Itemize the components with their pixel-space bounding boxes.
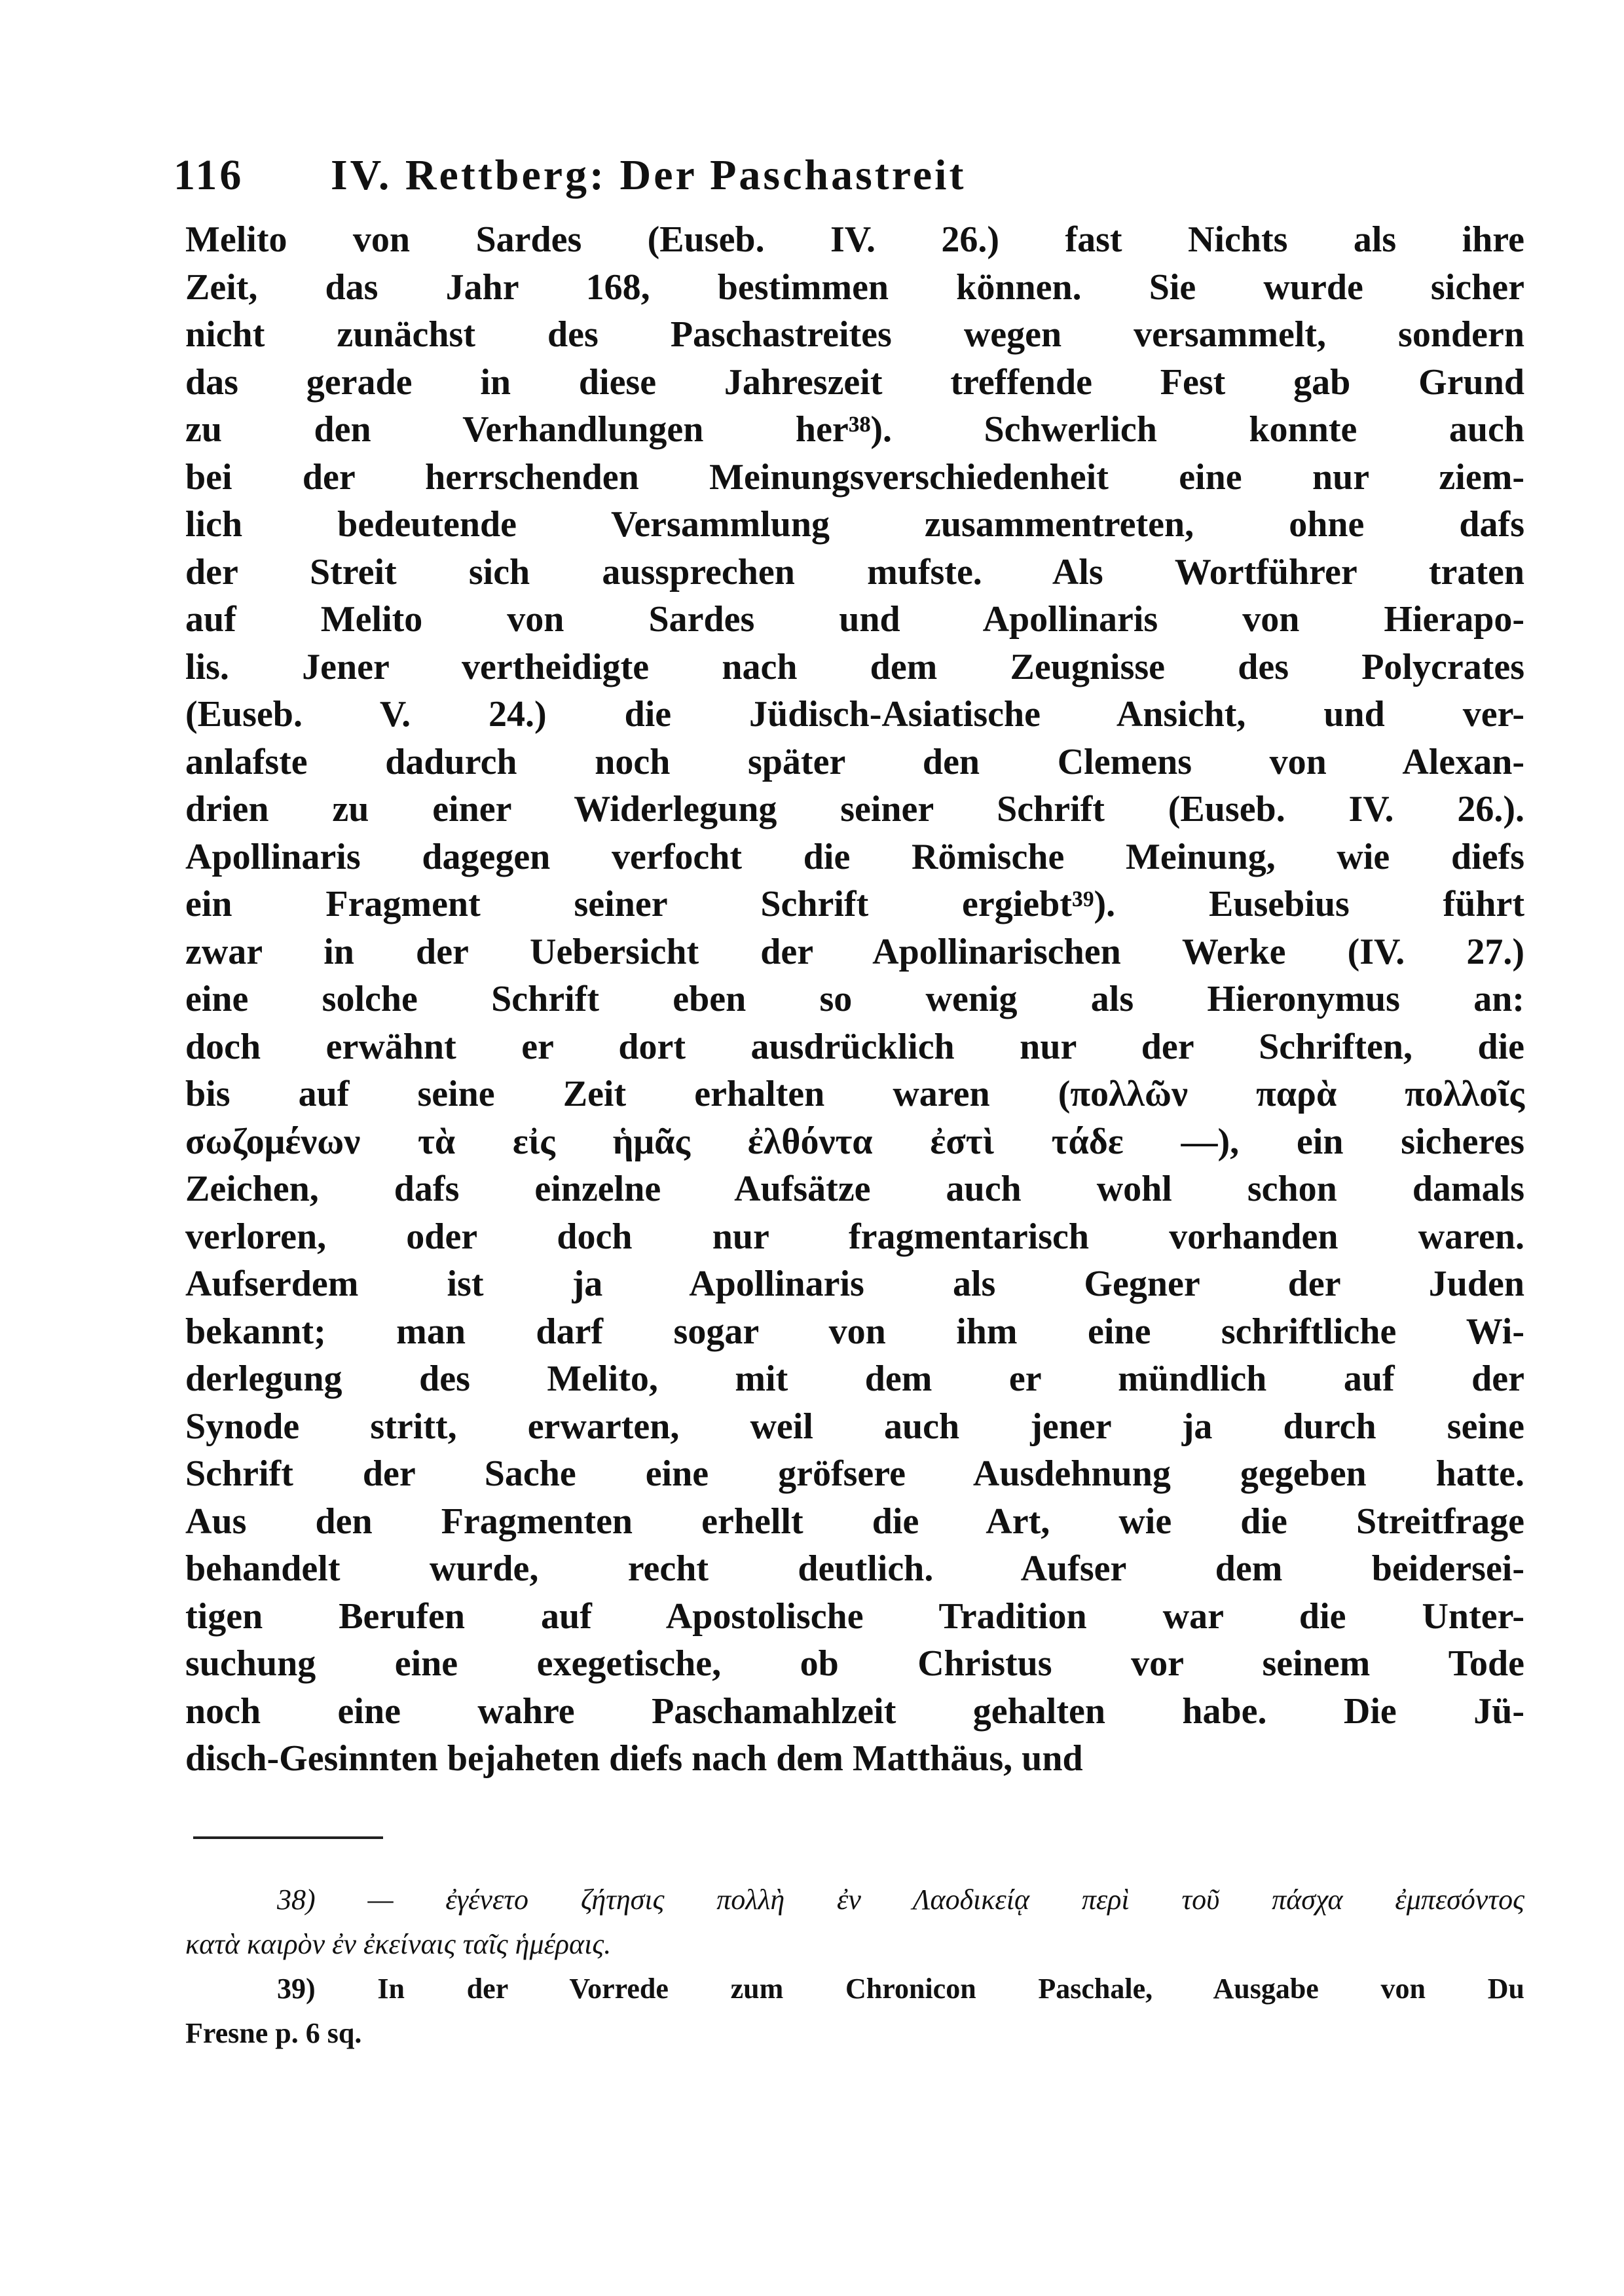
text-line: Zeit, das Jahr 168, bestimmen können. Sie wurde sicher	[185, 266, 1524, 308]
page-number: 116	[174, 151, 244, 199]
running-title: IV. Rettberg: Der Paschastreit	[331, 151, 967, 199]
text-line: das gerade in diese Jahreszeit treffende Fest gab Grund	[185, 361, 1524, 403]
text-line: bekannt; man darf sogar von ihm eine schriftliche Wi-	[185, 1311, 1524, 1352]
text-line: (Euseb. V. 24.) die Jüdisch-Asiatische Ansicht, und ver-	[185, 694, 1524, 735]
text-line: Aufserdem ist ja Apollinaris als Gegner der Juden	[185, 1264, 1524, 1304]
text-line: Synode stritt, erwarten, weil auch jener ja durch seine	[185, 1406, 1524, 1447]
text-line: Zeichen, dafs einzelne Aufsätze auch wohl schon damals	[185, 1169, 1524, 1209]
text-line: Schrift der Sache eine gröfsere Ausdehnung gegeben hatte.	[185, 1453, 1524, 1494]
text-line: bis auf seine Zeit erhalten waren (πολλῶν παρὰ πολλοῖς	[185, 1074, 1524, 1114]
footnote-38: 38) — ἐγένετο ζήτησις πολλὴ ἐν Λαοδικείᾳ περὶ τοῦ πάσχα ἐμπεσόντος	[277, 1884, 1524, 1916]
text-line: drien zu einer Widerlegung seiner Schrift (Euseb. IV. 26.).	[185, 789, 1524, 829]
text-line: suchung eine exegetische, ob Christus vor seinem Tode	[185, 1643, 1524, 1684]
text-line: disch-Gesinnten bejaheten diefs nach dem Matthäus, und	[185, 1738, 1083, 1779]
body-text	[185, 216, 1524, 1783]
text-line: Melito von Sardes (Euseb. IV. 26.) fast Nichts als ihre	[185, 219, 1524, 260]
text-line: Apollinaris dagegen verfocht die Römische Meinung, wie diefs	[185, 836, 1524, 877]
text-line: Aus den Fragmenten erhellt die Art, wie die Streitfrage	[185, 1501, 1524, 1542]
text-line: lis. Jener vertheidigte nach dem Zeugnisse des Polycrates	[185, 646, 1524, 687]
text-line: zwar in der Uebersicht der Apollinarischen Werke (IV. 27.)	[185, 931, 1524, 972]
text-line: tigen Berufen auf Apostolische Tradition war die Unter-	[185, 1595, 1524, 1637]
footnote-38-continuation: κατὰ καιρὸν ἐν ἐκείναις ταῖς ἡμέραις.	[185, 1928, 612, 1960]
text-line: verloren, oder doch nur fragmentarisch vorhanden waren.	[185, 1216, 1524, 1257]
text-line: derlegung des Melito, mit dem er mündlich auf der	[185, 1358, 1524, 1399]
text-line: eine solche Schrift eben so wenig als Hieronymus an:	[185, 979, 1524, 1019]
running-header	[174, 151, 1300, 200]
text-line: lich bedeutende Versammlung zusammentreten, ohne dafs	[185, 504, 1524, 545]
text-line: behandelt wurde, recht deutlich. Aufser dem beidersei-	[185, 1548, 1524, 1589]
text-line: nicht zunächst des Paschastreites wegen versammelt, sondern	[185, 314, 1524, 355]
text-line: anlafste dadurch noch später den Clemens von Alexan-	[185, 741, 1524, 782]
text-line: noch eine wahre Paschamahlzeit gehalten habe. Die Jü-	[185, 1690, 1524, 1732]
text-line: doch erwähnt er dort ausdrücklich nur der Schriften, die	[185, 1026, 1524, 1067]
footnote-39-continuation: Fresne p. 6 sq.	[185, 2017, 362, 2049]
footnote-divider	[193, 1836, 383, 1839]
footnotes	[185, 1878, 1524, 2056]
text-line: der Streit sich aussprechen mufste. Als Wortführer traten	[185, 551, 1524, 592]
footnote-39: 39) In der Vorrede zum Chronicon Paschale, Ausgabe von Du	[277, 1973, 1524, 2005]
text-line: auf Melito von Sardes und Apollinaris von Hierapo-	[185, 599, 1524, 640]
text-line: σωζομένων τὰ εἰς ἡμᾶς ἐλθόντα ἐστὶ τάδε —), ein sicheres	[185, 1121, 1524, 1162]
text-line: ein Fragment seiner Schrift ergiebt³⁹). Eusebius führt	[185, 884, 1524, 924]
text-line: bei der herrschenden Meinungsverschiedenheit eine nur ziem-	[185, 456, 1524, 498]
text-line: zu den Verhandlungen her³⁸). Schwerlich konnte auch	[185, 409, 1524, 450]
